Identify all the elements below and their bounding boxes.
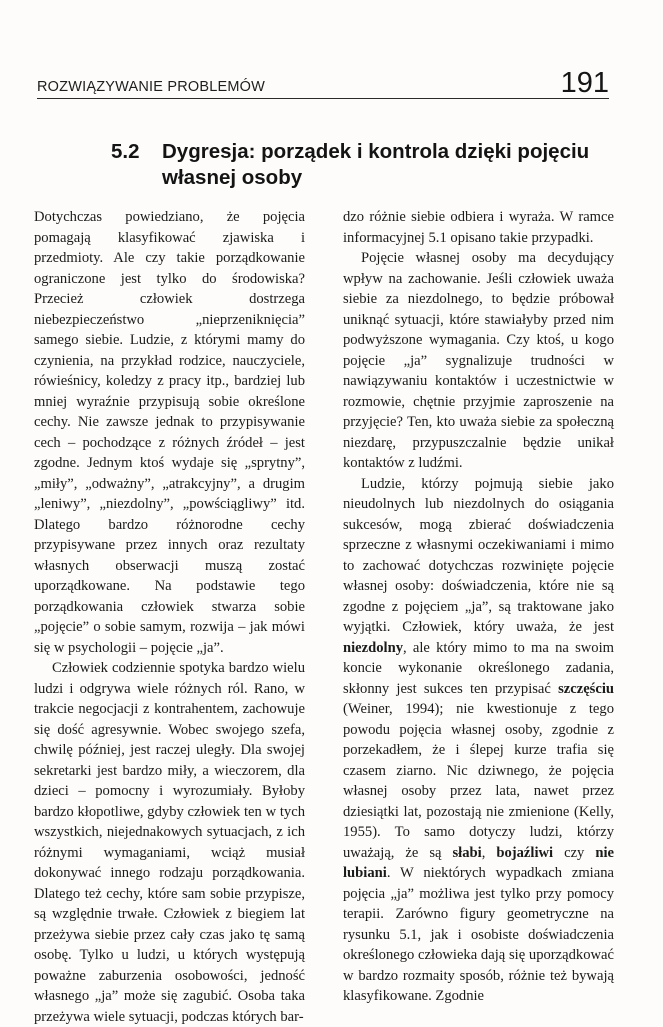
emphasis: bojaźliwi [496,844,554,861]
section-number: 5.2 [111,140,140,163]
paragraph: Człowiek codziennie spotyka bardzo wielu ludzi i odgrywa wiele różnych ról. Rano, w trakcie negocjacji z kontrahentem, zachowuje się dość agresywnie. Wobec swojego szefa, chwilę później, jest raczej uległy. Dla swojej sekretarki jest bardzo miły, a wieczorem, dla dzieci – pomocny i wyrozumiały. Byłoby bardzo kłopotliwe, gdyby człowiek ten w tych wszystkich, niejednakowych sytuacjach, z ich różnymi wymaganiami, wciąż musiał dokonywać innego rodzaju porządkowania. Dlatego też cechy, które sam sobie przypisze, są względnie trwałe. Człowiek z biegiem lat przeżywa siebie przez cały czas jako tę samą osobę. Tylko u ludzi, u których występują poważne zaburzenia osobowości, jedność własnego „ja” może się zagubić. Osoba taka przeżywa wiele sytuacji, podczas których bar- [34,660,305,1025]
text-run: Ludzie, którzy pojmują siebie jako nieudolnych lub niezdolnych do osiągania sukcesów, mogą zbierać doświadczenia sprzeczne z własnymi oczekiwaniami i mimo to zachować dotychczas rozwinięte pojęcie własnej osoby: doświadczenia, które nie są zgodne z pojęciem „ja”, są traktowane jako wyjątki. Człowiek, który uważa, że jest [343,475,614,635]
paragraph [343,474,614,1007]
text-run: , [481,844,486,861]
paragraph: Dotychczas powiedziano, że pojęcia pomagają klasyfikować zjawiska i przedmioty. Ale czy takie porządkowanie ograniczone jest tylko do środowiska? Przecież człowiek dostrzega niebezpieczeństwo „nieprzeniknięcia” samego siebie. Ludzie, z którymi mamy do czynienia, na przykład rodzice, nauczyciele, rówieśnicy, koledzy z pracy itp., bardziej lub mniej wyraźnie przypisują sobie określone cechy. Nie zawsze jednak to przypisywanie cech – pochodzące z różnych źródeł – jest zgodne. Jednym ktoś wydaje się „sprytny”, „miły”, „odważny”, „atrakcyjny”, a drugim „leniwy”, „niezdolny”, „powściągliwy” itd. Dlatego bardzo różnorodne cechy przypisywane przez innych oraz rezultaty własnych obserwacji muszą zostać uporządkowane. Na podstawie tego porządkowania człowiek stwarza sobie „pojęcie” o sobie samym, rozwija – jak mówi się w psychologii – pojęcie „ja”. [34,209,305,656]
emphasis: nie lubiani [343,844,614,881]
text-run: (Weiner, 1994); nie kwestionuje z tego powodu pojęcia własnej osoby, zgodnie z porzekadłem, że i ślepej kurze trafia się czasem ziarno. Nic dziwnego, że pojęcia własnej osoby przez lata, nawet przez dziesiątki lat, pozostają nie zmienione (Kelly, 1955). To samo dotyczy ludzi, którzy uważają, że są [343,701,614,861]
page-number: 191 [560,67,609,99]
right-column [343,207,614,1007]
text-run: , ale który mimo to ma na swoim koncie wykonanie określonego zadania, skłonny jest sukces ten przypisać [343,639,614,697]
left-column [34,207,305,1027]
section-title-line1: Dygresja: porządek i kontrola dzięki pojęciu [162,140,590,163]
paragraph: dzo różnie siebie odbiera i wyraża. W ramce informacyjnej 5.1 opisano takie przypadki. [343,209,614,246]
running-head: ROZWIĄZYWANIE PROBLEMÓW [37,79,266,95]
text-run: czy [564,844,585,861]
page-header [37,67,609,99]
emphasis: niezdolny [343,639,404,656]
section-title-line2: własnej osoby [162,166,303,189]
section-title [111,139,611,191]
emphasis: słabi [452,844,482,861]
text-run: . W niektórych wypadkach zmiana pojęcia „ja” możliwa jest tylko przy pomocy terapii. Zarówno figury geometryczne na rysunku 5.1, jak i osobiste doświadczenia określonego człowieka dają się uporządkować w bardzo rozmaity sposób, różnie też bywają klasyfikowane. Zgodnie [343,865,614,1004]
emphasis: szczęściu [558,680,614,697]
paragraph: Pojęcie własnej osoby ma decydujący wpływ na zachowanie. Jeśli człowiek uważa siebie za niezdolnego, to będzie próbował uniknąć sytuacji, które stawiałyby przed nim podwyższone wymagania. Czy ktoś, u kogo pojęcie „ja” sygnalizuje trudności w nawiązywaniu kontaktów i uczestnictwie w rozmowie, chętnie przyjmie zaproszenie na przyjęcie? Ten, kto uważa siebie za społeczną niezdarę, przypuszczalnie będzie unikał kontaktów z ludźmi. [343,250,614,471]
